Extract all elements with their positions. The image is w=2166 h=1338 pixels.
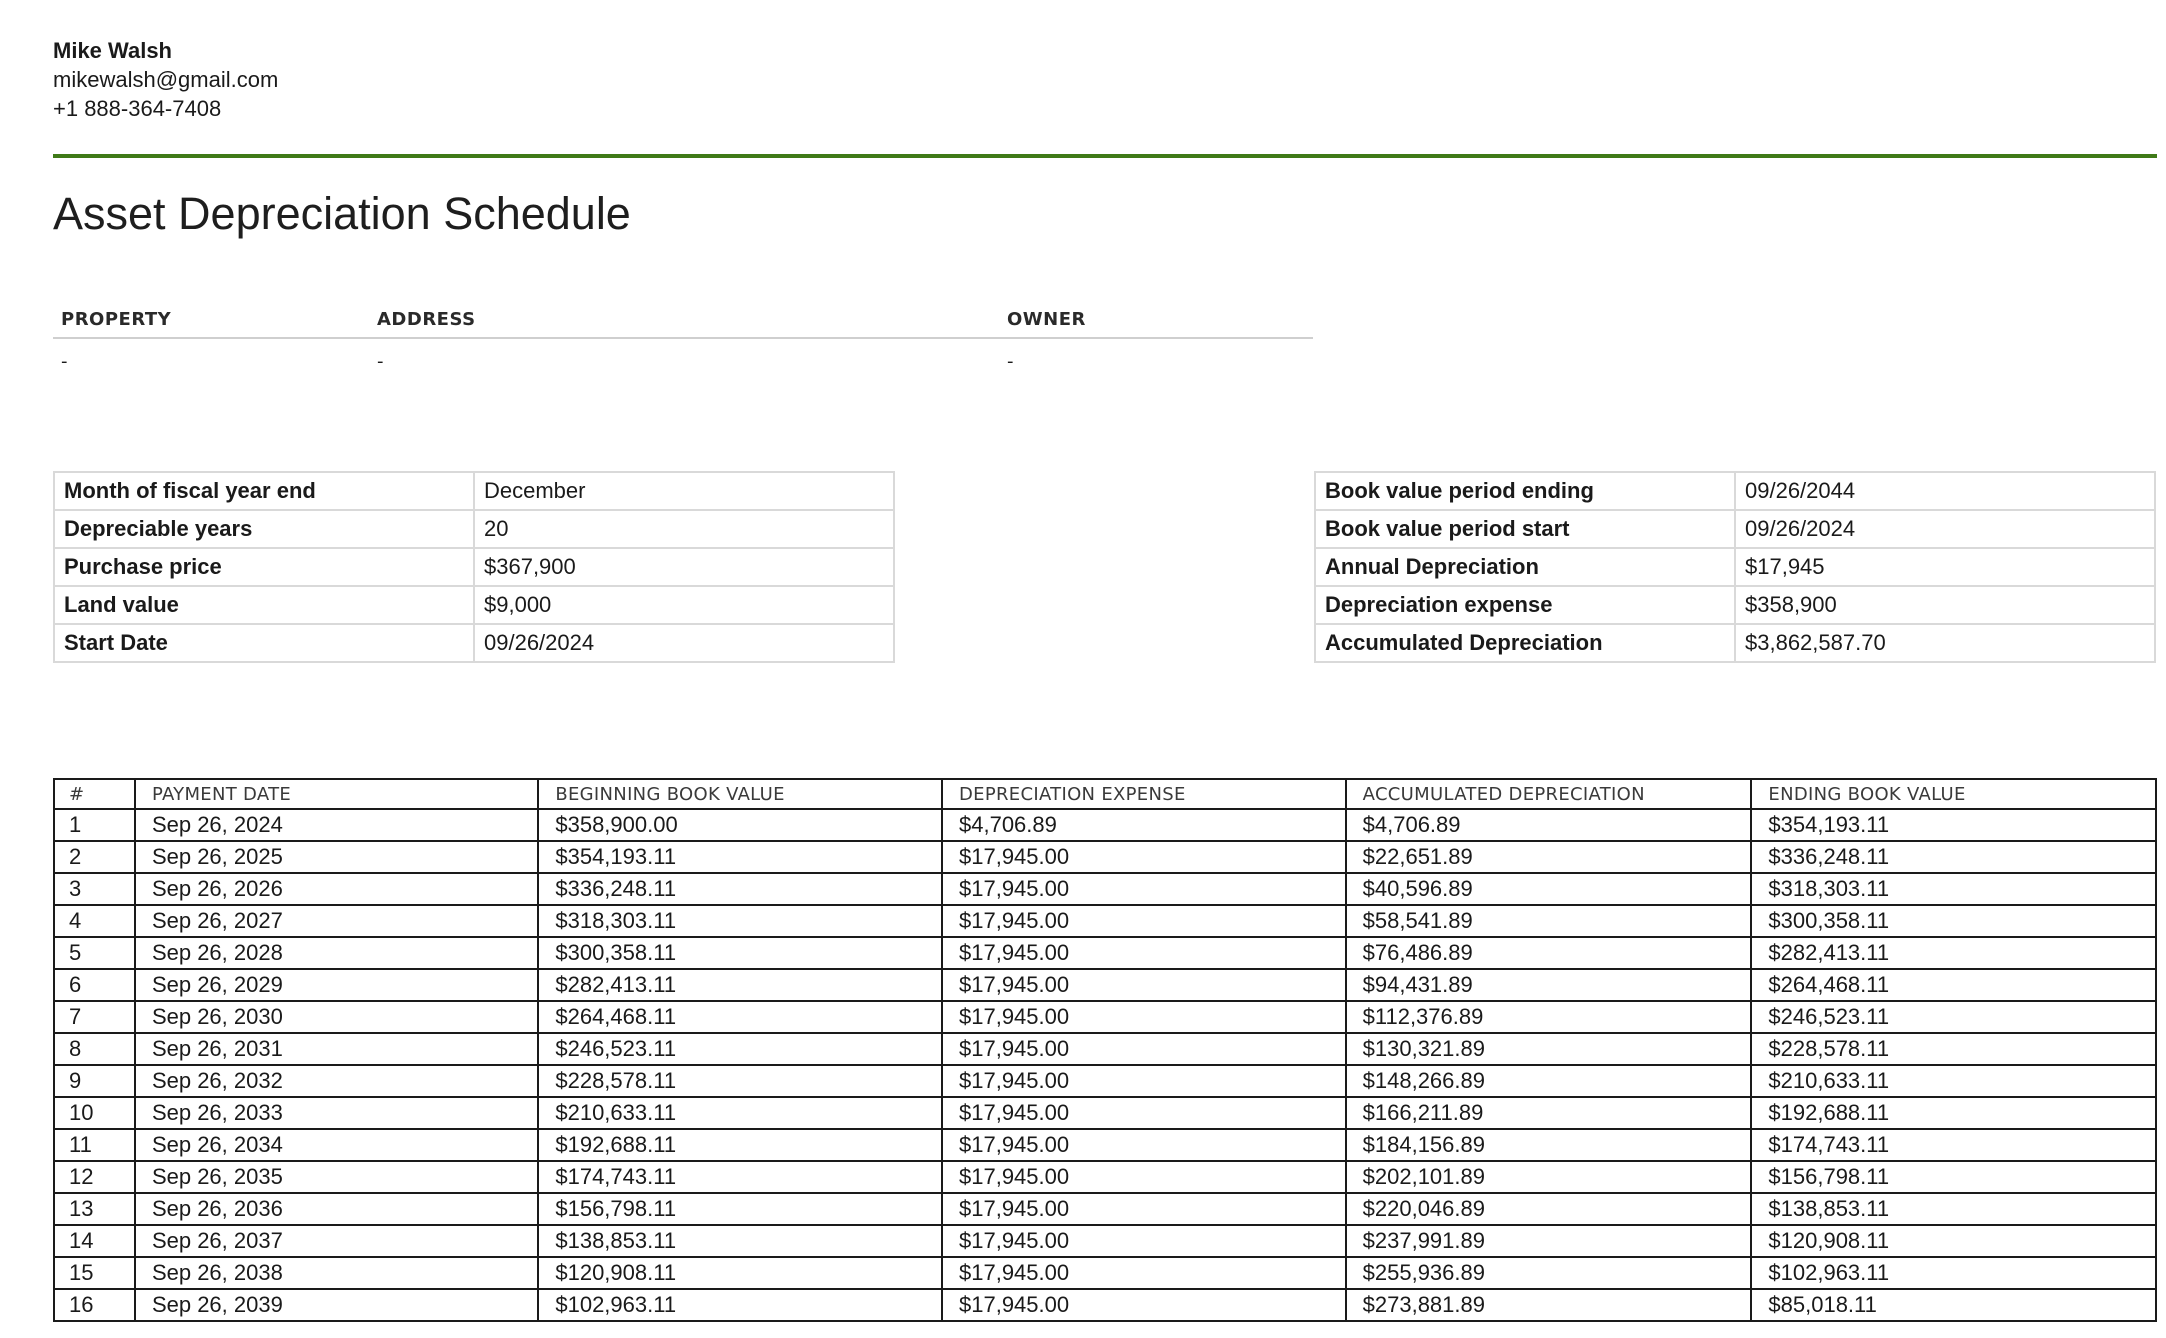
row-number-cell: 9 <box>54 1065 135 1097</box>
ending-book-value-cell: $156,798.11 <box>1751 1161 2156 1193</box>
property-table-header <box>53 302 1313 339</box>
depreciation-expense-cell: $17,945.00 <box>942 1033 1346 1065</box>
accumulated-depreciation-cell: $148,266.89 <box>1346 1065 1752 1097</box>
accumulated-depreciation-cell: $237,991.89 <box>1346 1225 1752 1257</box>
accumulated-depreciation-cell: $22,651.89 <box>1346 841 1752 873</box>
property-table-values <box>53 339 1313 383</box>
col-accumulated-depreciation-header: ACCUMULATED DEPRECIATION <box>1346 779 1752 809</box>
payment-date-cell: Sep 26, 2026 <box>135 873 538 905</box>
table-row <box>54 1161 2156 1193</box>
payment-date-cell: Sep 26, 2039 <box>135 1289 538 1321</box>
beginning-book-value-cell: $174,743.11 <box>538 1161 942 1193</box>
beginning-book-value-cell: $192,688.11 <box>538 1129 942 1161</box>
payment-date-cell: Sep 26, 2024 <box>135 809 538 841</box>
asset-detail-label: Purchase price <box>54 548 474 586</box>
depreciation-expense-cell: $17,945.00 <box>942 1257 1346 1289</box>
ending-book-value-cell: $246,523.11 <box>1751 1001 2156 1033</box>
table-row <box>54 1193 2156 1225</box>
asset-detail-label: Start Date <box>54 624 474 662</box>
row-number-cell: 8 <box>54 1033 135 1065</box>
col-beginning-book-value-header: BEGINNING BOOK VALUE <box>538 779 942 809</box>
table-row <box>54 969 2156 1001</box>
asset-detail-row <box>54 510 894 548</box>
book-value-detail-value: $17,945 <box>1735 548 2155 586</box>
accumulated-depreciation-cell: $58,541.89 <box>1346 905 1752 937</box>
ending-book-value-cell: $318,303.11 <box>1751 873 2156 905</box>
payment-date-cell: Sep 26, 2033 <box>135 1097 538 1129</box>
payment-date-cell: Sep 26, 2031 <box>135 1033 538 1065</box>
payment-date-cell: Sep 26, 2032 <box>135 1065 538 1097</box>
beginning-book-value-cell: $300,358.11 <box>538 937 942 969</box>
payment-date-cell: Sep 26, 2034 <box>135 1129 538 1161</box>
row-number-cell: 3 <box>54 873 135 905</box>
ending-book-value-cell: $354,193.11 <box>1751 809 2156 841</box>
ending-book-value-cell: $102,963.11 <box>1751 1257 2156 1289</box>
contact-name: Mike Walsh <box>53 38 172 63</box>
owner-header: OWNER <box>1007 309 1086 330</box>
asset-detail-row <box>54 548 894 586</box>
accumulated-depreciation-cell: $130,321.89 <box>1346 1033 1752 1065</box>
ending-book-value-cell: $174,743.11 <box>1751 1129 2156 1161</box>
table-row <box>54 1129 2156 1161</box>
book-value-detail-label: Accumulated Depreciation <box>1315 624 1735 662</box>
table-row <box>54 873 2156 905</box>
depreciation-expense-cell: $17,945.00 <box>942 873 1346 905</box>
payment-date-cell: Sep 26, 2035 <box>135 1161 538 1193</box>
asset-details-table <box>53 471 895 663</box>
row-number-cell: 10 <box>54 1097 135 1129</box>
row-number-cell: 5 <box>54 937 135 969</box>
table-row <box>54 1289 2156 1321</box>
book-value-table <box>1314 471 2156 663</box>
accumulated-depreciation-cell: $112,376.89 <box>1346 1001 1752 1033</box>
col-payment-date-header: PAYMENT DATE <box>135 779 538 809</box>
table-row <box>54 1033 2156 1065</box>
address-header: ADDRESS <box>377 309 476 330</box>
payment-date-cell: Sep 26, 2038 <box>135 1257 538 1289</box>
contact-email: mikewalsh@gmail.com <box>53 67 279 92</box>
depreciation-expense-cell: $17,945.00 <box>942 969 1346 1001</box>
payment-date-cell: Sep 26, 2025 <box>135 841 538 873</box>
row-number-cell: 15 <box>54 1257 135 1289</box>
property-header: PROPERTY <box>61 309 172 330</box>
depreciation-schedule-table <box>53 778 2157 1322</box>
beginning-book-value-cell: $318,303.11 <box>538 905 942 937</box>
book-value-detail-row <box>1315 472 2155 510</box>
row-number-cell: 7 <box>54 1001 135 1033</box>
ending-book-value-cell: $336,248.11 <box>1751 841 2156 873</box>
row-number-cell: 2 <box>54 841 135 873</box>
table-row <box>54 1097 2156 1129</box>
col-ending-book-value-header: ENDING BOOK VALUE <box>1751 779 2156 809</box>
payment-date-cell: Sep 26, 2028 <box>135 937 538 969</box>
asset-detail-value: $9,000 <box>474 586 894 624</box>
ending-book-value-cell: $138,853.11 <box>1751 1193 2156 1225</box>
accumulated-depreciation-cell: $220,046.89 <box>1346 1193 1752 1225</box>
row-number-cell: 16 <box>54 1289 135 1321</box>
accumulated-depreciation-cell: $255,936.89 <box>1346 1257 1752 1289</box>
owner-value: - <box>1007 350 1014 372</box>
book-value-detail-row <box>1315 510 2155 548</box>
ending-book-value-cell: $192,688.11 <box>1751 1097 2156 1129</box>
beginning-book-value-cell: $210,633.11 <box>538 1097 942 1129</box>
property-table <box>53 302 1313 383</box>
depreciation-expense-cell: $17,945.00 <box>942 1065 1346 1097</box>
ending-book-value-cell: $120,908.11 <box>1751 1225 2156 1257</box>
table-row <box>54 1225 2156 1257</box>
table-row <box>54 841 2156 873</box>
accumulated-depreciation-cell: $184,156.89 <box>1346 1129 1752 1161</box>
payment-date-cell: Sep 26, 2030 <box>135 1001 538 1033</box>
contact-phone: +1 888-364-7408 <box>53 96 222 121</box>
row-number-cell: 11 <box>54 1129 135 1161</box>
accumulated-depreciation-cell: $166,211.89 <box>1346 1097 1752 1129</box>
depreciation-expense-cell: $17,945.00 <box>942 905 1346 937</box>
page-title: Asset Depreciation Schedule <box>53 188 631 239</box>
depreciation-expense-cell: $17,945.00 <box>942 1193 1346 1225</box>
row-number-cell: 1 <box>54 809 135 841</box>
payment-date-cell: Sep 26, 2029 <box>135 969 538 1001</box>
depreciation-expense-cell: $17,945.00 <box>942 1161 1346 1193</box>
ending-book-value-cell: $210,633.11 <box>1751 1065 2156 1097</box>
book-value-detail-label: Book value period ending <box>1315 472 1735 510</box>
table-row <box>54 1065 2156 1097</box>
accumulated-depreciation-cell: $202,101.89 <box>1346 1161 1752 1193</box>
asset-detail-value: 09/26/2024 <box>474 624 894 662</box>
payment-date-cell: Sep 26, 2037 <box>135 1225 538 1257</box>
ending-book-value-cell: $282,413.11 <box>1751 937 2156 969</box>
asset-detail-row <box>54 472 894 510</box>
book-value-detail-label: Annual Depreciation <box>1315 548 1735 586</box>
asset-detail-value: December <box>474 472 894 510</box>
depreciation-expense-cell: $17,945.00 <box>942 1129 1346 1161</box>
asset-detail-row <box>54 624 894 662</box>
book-value-detail-label: Book value period start <box>1315 510 1735 548</box>
beginning-book-value-cell: $264,468.11 <box>538 1001 942 1033</box>
depreciation-expense-cell: $17,945.00 <box>942 1001 1346 1033</box>
row-number-cell: 14 <box>54 1225 135 1257</box>
asset-detail-label: Month of fiscal year end <box>54 472 474 510</box>
asset-detail-value: $367,900 <box>474 548 894 586</box>
beginning-book-value-cell: $138,853.11 <box>538 1225 942 1257</box>
beginning-book-value-cell: $358,900.00 <box>538 809 942 841</box>
row-number-cell: 4 <box>54 905 135 937</box>
row-number-cell: 6 <box>54 969 135 1001</box>
table-row <box>54 937 2156 969</box>
asset-detail-label: Depreciable years <box>54 510 474 548</box>
book-value-detail-label: Depreciation expense <box>1315 586 1735 624</box>
depreciation-expense-cell: $17,945.00 <box>942 1289 1346 1321</box>
col-depreciation-expense-header: DEPRECIATION EXPENSE <box>942 779 1346 809</box>
table-row <box>54 809 2156 841</box>
book-value-detail-row <box>1315 586 2155 624</box>
ending-book-value-cell: $228,578.11 <box>1751 1033 2156 1065</box>
book-value-detail-value: $358,900 <box>1735 586 2155 624</box>
accumulated-depreciation-cell: $76,486.89 <box>1346 937 1752 969</box>
col-number-header: # <box>54 779 135 809</box>
book-value-detail-row <box>1315 624 2155 662</box>
beginning-book-value-cell: $282,413.11 <box>538 969 942 1001</box>
header-divider <box>53 154 2157 158</box>
row-number-cell: 12 <box>54 1161 135 1193</box>
property-value: - <box>61 350 68 372</box>
table-row <box>54 905 2156 937</box>
asset-detail-row <box>54 586 894 624</box>
beginning-book-value-cell: $228,578.11 <box>538 1065 942 1097</box>
accumulated-depreciation-cell: $273,881.89 <box>1346 1289 1752 1321</box>
depreciation-expense-cell: $17,945.00 <box>942 1225 1346 1257</box>
payment-date-cell: Sep 26, 2036 <box>135 1193 538 1225</box>
book-value-detail-value: $3,862,587.70 <box>1735 624 2155 662</box>
table-row <box>54 1001 2156 1033</box>
beginning-book-value-cell: $246,523.11 <box>538 1033 942 1065</box>
table-row <box>54 1257 2156 1289</box>
ending-book-value-cell: $85,018.11 <box>1751 1289 2156 1321</box>
accumulated-depreciation-cell: $4,706.89 <box>1346 809 1752 841</box>
asset-detail-value: 20 <box>474 510 894 548</box>
beginning-book-value-cell: $120,908.11 <box>538 1257 942 1289</box>
payment-date-cell: Sep 26, 2027 <box>135 905 538 937</box>
depreciation-expense-cell: $17,945.00 <box>942 937 1346 969</box>
schedule-header-row <box>54 779 2156 809</box>
address-value: - <box>377 350 384 372</box>
book-value-detail-row <box>1315 548 2155 586</box>
depreciation-expense-cell: $17,945.00 <box>942 841 1346 873</box>
depreciation-expense-cell: $17,945.00 <box>942 1097 1346 1129</box>
book-value-detail-value: 09/26/2024 <box>1735 510 2155 548</box>
depreciation-expense-cell: $4,706.89 <box>942 809 1346 841</box>
ending-book-value-cell: $264,468.11 <box>1751 969 2156 1001</box>
row-number-cell: 13 <box>54 1193 135 1225</box>
accumulated-depreciation-cell: $40,596.89 <box>1346 873 1752 905</box>
beginning-book-value-cell: $156,798.11 <box>538 1193 942 1225</box>
asset-detail-label: Land value <box>54 586 474 624</box>
beginning-book-value-cell: $354,193.11 <box>538 841 942 873</box>
beginning-book-value-cell: $336,248.11 <box>538 873 942 905</box>
beginning-book-value-cell: $102,963.11 <box>538 1289 942 1321</box>
book-value-detail-value: 09/26/2044 <box>1735 472 2155 510</box>
ending-book-value-cell: $300,358.11 <box>1751 905 2156 937</box>
accumulated-depreciation-cell: $94,431.89 <box>1346 969 1752 1001</box>
contact-block <box>53 36 278 123</box>
